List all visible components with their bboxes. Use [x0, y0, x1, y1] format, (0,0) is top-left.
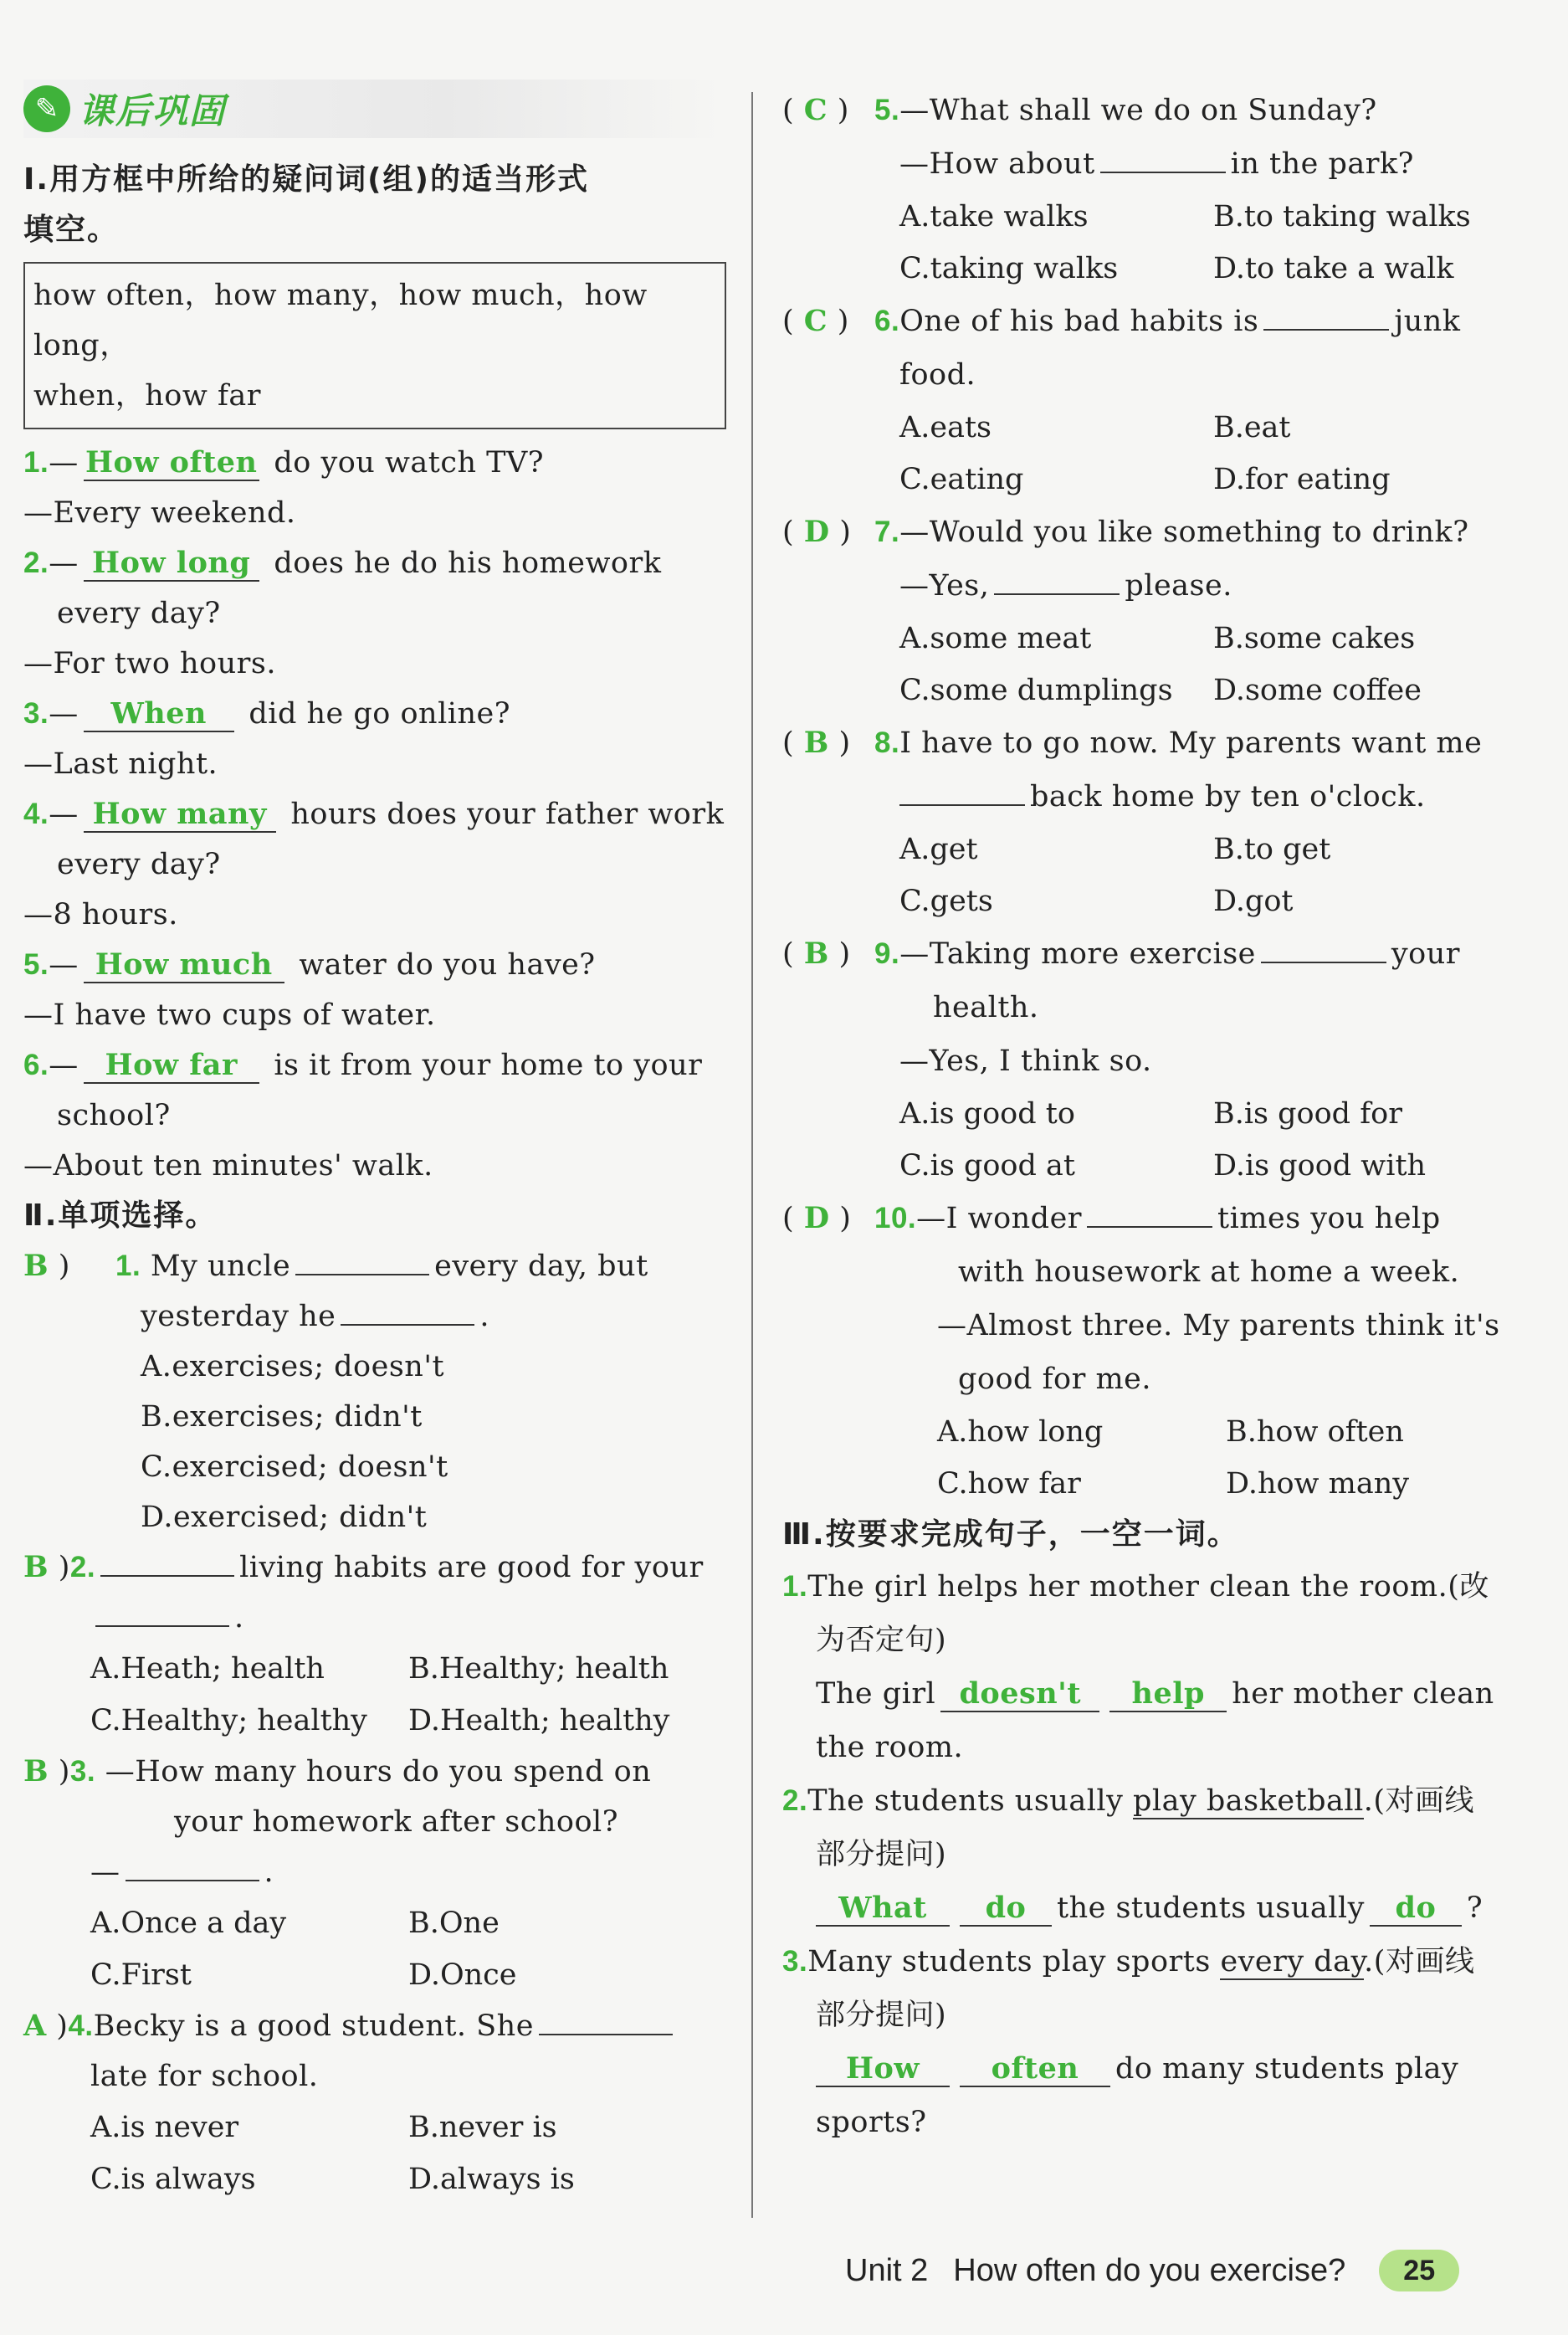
- answer-blank: doesn't: [940, 1677, 1099, 1712]
- option-row: [23, 1695, 726, 1747]
- question-text-cont: yesterday he .: [141, 1300, 490, 1333]
- question-text-cont: —Almost three. My parents think it's: [937, 1309, 1500, 1342]
- option: C.some dumplings: [899, 674, 1173, 707]
- part1-item: 4.— How many hours does your father work: [23, 797, 725, 831]
- option: C.gets: [899, 885, 993, 918]
- option: A.some meat: [899, 622, 1092, 655]
- question-text-cont: food.: [899, 358, 976, 392]
- option: D.Health; healthy: [408, 1704, 670, 1737]
- option-row: [782, 243, 1510, 295]
- item-number: 1.: [782, 1570, 808, 1603]
- answer-blank: do: [960, 1891, 1052, 1927]
- sentence-text: Many students play sports: [807, 1945, 1211, 1978]
- unit-title: How often do you exercise?: [953, 2252, 1346, 2288]
- item-reply: —I have two cups of water.: [23, 998, 436, 1032]
- question-number: 9.: [874, 937, 900, 970]
- underlined-phrase: every day: [1220, 1945, 1365, 1978]
- question-number: 3.: [69, 1755, 96, 1788]
- option-row: [23, 2153, 726, 2205]
- question-text: —Taking more exercise: [899, 937, 1256, 971]
- option: D.got: [1213, 885, 1294, 918]
- sentence-3: [782, 1935, 1510, 1989]
- option-row: [782, 1458, 1510, 1510]
- choice-answer: B: [803, 937, 829, 971]
- page-footer: [845, 2250, 1459, 2291]
- sentence-text: The girl: [816, 1677, 936, 1711]
- sentence-1: [782, 1560, 1510, 1614]
- option: B.is good for: [1213, 1097, 1402, 1131]
- item-number: 2.: [782, 1784, 808, 1817]
- item-number: 6.: [23, 1049, 49, 1081]
- blank: [539, 2034, 673, 2035]
- question-number: 1.: [115, 1250, 141, 1282]
- choice-answer: B: [23, 1249, 49, 1283]
- option: A.exercises; doesn't: [141, 1350, 445, 1383]
- part1-heading: Ⅰ.用方框中所给的疑问词(组)的适当形式: [23, 162, 589, 197]
- item-reply: —Every weekend.: [23, 496, 296, 530]
- blank: [95, 1625, 229, 1627]
- question-text: back home by ten o'clock.: [1030, 780, 1426, 813]
- answer-blank: When: [84, 697, 234, 732]
- answer-blank: How much: [84, 948, 284, 983]
- sentence-text: The girl helps her mother clean the room.(改: [807, 1570, 1489, 1604]
- question-number: 7.: [874, 516, 900, 548]
- option: C.is good at: [899, 1149, 1075, 1183]
- option: B.exercises; didn't: [141, 1400, 423, 1434]
- choice-answer: B: [23, 1754, 49, 1788]
- question-text: your: [1391, 937, 1460, 971]
- option: A.get: [899, 833, 978, 866]
- sentence-text: .(对画线: [1364, 1945, 1475, 1978]
- answer-blank: How often: [84, 446, 259, 481]
- choice-answer: C: [803, 93, 828, 127]
- item-text: does he do his homework: [274, 547, 662, 580]
- option: B.never is: [408, 2111, 557, 2144]
- answer-blank: How: [816, 2052, 950, 2087]
- blank: [1100, 172, 1226, 173]
- option-row: [782, 454, 1510, 505]
- option: A.Heath; health: [90, 1652, 325, 1686]
- option: C.exercised; doesn't: [141, 1450, 448, 1484]
- option-row: [23, 2102, 726, 2153]
- item-number: 3.: [782, 1945, 808, 1978]
- option: A.eats: [899, 411, 992, 444]
- question-number: 2.: [69, 1551, 96, 1583]
- question-text: times you help: [1217, 1202, 1441, 1235]
- option: D.always is: [408, 2163, 575, 2196]
- right-column: [782, 84, 1510, 2149]
- item-reply: —Last night.: [23, 747, 218, 781]
- option-row: [782, 1140, 1510, 1192]
- sentence-2: [782, 1774, 1510, 1828]
- option: D.how many: [1226, 1467, 1410, 1501]
- option: C.how far: [937, 1467, 1081, 1501]
- option: D.for eating: [1213, 463, 1391, 496]
- blank: [126, 1880, 259, 1881]
- option: D.is good with: [1213, 1149, 1427, 1183]
- sentence-text-cont: 部分提问): [816, 1838, 947, 1871]
- answer-blank: How many: [84, 798, 276, 833]
- choice-answer: B: [23, 1550, 49, 1584]
- option: B.Healthy; health: [408, 1652, 669, 1686]
- blank: [994, 593, 1120, 595]
- question-text-cont: good for me.: [958, 1363, 1151, 1396]
- blank: [1261, 962, 1386, 963]
- item-reply: —For two hours.: [23, 647, 276, 680]
- question-text-cont: — .: [90, 1855, 274, 1889]
- option-row: [782, 1406, 1510, 1458]
- item-number: 1.: [23, 446, 49, 479]
- question-text-cont: .: [23, 1593, 726, 1643]
- item-text-cont: every day?: [57, 597, 221, 630]
- question-text: Becky is a good student. She: [93, 2009, 534, 2043]
- sentence-text: do many students play: [1115, 2052, 1459, 2086]
- blank: [1263, 329, 1389, 331]
- question-text-cont: [782, 770, 1510, 824]
- part3-heading: Ⅲ.按要求完成句子，一空一词。: [782, 1517, 1239, 1552]
- part1-heading-cont: 填空。: [23, 213, 120, 247]
- question-text-cont: health.: [933, 991, 1039, 1024]
- question-text: junk: [1394, 305, 1461, 338]
- blank: [1087, 1226, 1212, 1228]
- item-text: is it from your home to your: [274, 1049, 703, 1082]
- question-text: living habits are good for your: [239, 1551, 704, 1584]
- blank: [100, 1575, 234, 1577]
- part1-item: 2.— How long does he do his homework: [23, 546, 662, 580]
- option-row: [782, 402, 1510, 454]
- option: D.to take a walk: [1213, 252, 1454, 285]
- sentence-text-cont: 为否定句): [816, 1624, 947, 1657]
- question-text-cont: —Yes, I think so.: [899, 1044, 1152, 1078]
- choice-answer: D: [803, 515, 830, 549]
- sentence-answer-line: [782, 2042, 1510, 2096]
- section-banner: [23, 80, 726, 138]
- option: D.exercised; didn't: [141, 1501, 428, 1534]
- item-number: 5.: [23, 948, 49, 981]
- question-number: 5.: [874, 94, 900, 126]
- question-text-cont: your homework after school?: [174, 1805, 619, 1839]
- unit-label: Unit 2: [845, 2252, 929, 2288]
- option: A.Once a day: [90, 1906, 287, 1940]
- item-text: do you watch TV?: [274, 446, 545, 480]
- question-text: One of his bad habits is: [899, 305, 1259, 338]
- option: C.eating: [899, 463, 1024, 496]
- question-text: —I wonder: [916, 1202, 1083, 1235]
- option: B.to get: [1213, 833, 1331, 866]
- sentence-text-cont: the room.: [816, 1731, 964, 1764]
- part1-item: 5.— How much water do you have?: [23, 947, 596, 982]
- option: C.First: [90, 1958, 192, 1992]
- option: A.is good to: [899, 1097, 1075, 1131]
- sentence-text: ?: [1466, 1891, 1483, 1925]
- item-text: water do you have?: [299, 948, 596, 982]
- item-text: hours does your father work: [290, 798, 725, 831]
- option-row: [782, 875, 1510, 927]
- question-text: every day, but: [434, 1250, 648, 1283]
- question-text: My uncle: [150, 1250, 291, 1283]
- option: B.some cakes: [1213, 622, 1416, 655]
- option: C.is always: [90, 2163, 256, 2196]
- choice-answer: B: [803, 726, 829, 760]
- option: B.eat: [1213, 411, 1291, 444]
- question-9: ( B ) 9.—Taking more exercise your: [782, 937, 1460, 971]
- item-text: did he go online?: [249, 697, 510, 731]
- question-text: —How about: [899, 147, 1095, 181]
- question-5: ( C ) 5.—What shall we do on Sunday?: [782, 93, 1377, 127]
- sentence-answer-line: [782, 1667, 1510, 1721]
- option: B.how often: [1226, 1415, 1404, 1449]
- option: C.taking walks: [899, 252, 1119, 285]
- option: A.how long: [937, 1415, 1104, 1449]
- item-number: 3.: [23, 697, 49, 730]
- option: A.is never: [90, 2111, 239, 2144]
- item-number: 2.: [23, 547, 49, 579]
- question-text: please.: [1125, 569, 1232, 603]
- sentence-text: The students usually: [807, 1784, 1124, 1818]
- sentence-text: .(对画线: [1363, 1784, 1475, 1818]
- option-row: [23, 1897, 726, 1949]
- item-text-cont: school?: [57, 1099, 171, 1132]
- part1-item: 3.— When did he go online?: [23, 696, 510, 731]
- question-number: 10.: [874, 1202, 917, 1234]
- question-text-cont: [782, 559, 1510, 613]
- item-reply: —About ten minutes' walk.: [23, 1149, 433, 1183]
- question-text-cont: with housework at home a week.: [958, 1255, 1460, 1289]
- answer-blank: What: [816, 1891, 950, 1927]
- answer-blank: How far: [84, 1049, 259, 1084]
- question-text-cont: [782, 137, 1510, 191]
- item-reply: —8 hours.: [23, 898, 178, 931]
- column-divider: [751, 92, 753, 2218]
- item-number: 4.: [23, 798, 49, 830]
- question-6: ( C ) 6.One of his bad habits is junk: [782, 304, 1461, 338]
- question-4: A )4.Becky is a good student. She: [23, 2001, 726, 2051]
- choice-answer: C: [803, 304, 828, 338]
- question-text: in the park?: [1230, 147, 1414, 181]
- sentence-answer-line: [782, 1881, 1510, 1935]
- question-3: B )3. —How many hours do you spend on: [23, 1754, 652, 1788]
- sentence-text-cont: 部分提问): [816, 1999, 947, 2032]
- underlined-phrase: play basketball: [1133, 1784, 1364, 1818]
- question-text: —What shall we do on Sunday?: [899, 94, 1377, 127]
- option-row: [23, 1643, 726, 1695]
- word-box-line: how often，how many，how much，how long，: [33, 279, 648, 362]
- sentence-text-cont: sports?: [816, 2106, 927, 2139]
- answer-blank: help: [1109, 1677, 1227, 1712]
- option: A.take walks: [899, 200, 1089, 234]
- question-text: I have to go now. My parents want me: [899, 726, 1483, 760]
- pencil-icon: ✎: [23, 85, 70, 132]
- question-text: yesterday he: [141, 1300, 336, 1333]
- question-number: 4.: [68, 2009, 94, 2042]
- question-1: B ) 1. My uncle every day, but: [23, 1249, 648, 1283]
- word-box: [23, 262, 726, 429]
- part1-item: 1.— How often do you watch TV?: [23, 445, 545, 480]
- answer-blank: do: [1370, 1891, 1462, 1927]
- part1-item: 6.— How far is it from your home to your: [23, 1048, 703, 1082]
- answer-blank: How long: [84, 547, 259, 582]
- item-text-cont: every day?: [57, 848, 221, 881]
- answer-blank: often: [960, 2052, 1110, 2087]
- option-row: [782, 665, 1510, 716]
- page-number: 25: [1379, 2250, 1459, 2291]
- option: B.One: [408, 1906, 500, 1940]
- question-10: ( D ) 10.—I wonder times you help: [782, 1201, 1441, 1235]
- question-text: —Would you like something to drink?: [899, 516, 1469, 549]
- option: D.some coffee: [1213, 674, 1422, 707]
- option-row: [782, 824, 1510, 875]
- option: D.Once: [408, 1958, 517, 1992]
- part2-heading: Ⅱ.单项选择。: [23, 1198, 218, 1233]
- blank: [899, 804, 1025, 806]
- sentence-text: her mother clean: [1232, 1677, 1494, 1711]
- option: C.Healthy; healthy: [90, 1704, 367, 1737]
- choice-answer: A: [23, 2009, 47, 2043]
- option-row: [23, 1949, 726, 2001]
- question-number: 8.: [874, 726, 900, 759]
- choice-answer: D: [803, 1201, 830, 1235]
- question-text-cont: late for school.: [90, 2060, 319, 2093]
- question-8: ( B ) 8.I have to go now. My parents want me: [782, 726, 1483, 760]
- question-number: 6.: [874, 305, 900, 337]
- option-row: [782, 191, 1510, 243]
- word-box-line: when，how far: [33, 379, 262, 413]
- question-text: —Yes,: [899, 569, 990, 603]
- left-column: [23, 80, 726, 2205]
- blank: [295, 1274, 429, 1275]
- option-row: [782, 1088, 1510, 1140]
- sentence-text: the students usually: [1057, 1891, 1365, 1925]
- question-text: —How many hours do you spend on: [105, 1755, 652, 1788]
- question-7: ( D ) 7.—Would you like something to drink?: [782, 515, 1469, 549]
- question-2: B )2. living habits are good for your: [23, 1550, 704, 1584]
- option-row: [782, 613, 1510, 665]
- option: B.to taking walks: [1213, 200, 1471, 234]
- section-title: 课后巩固: [79, 90, 227, 131]
- blank: [341, 1324, 474, 1326]
